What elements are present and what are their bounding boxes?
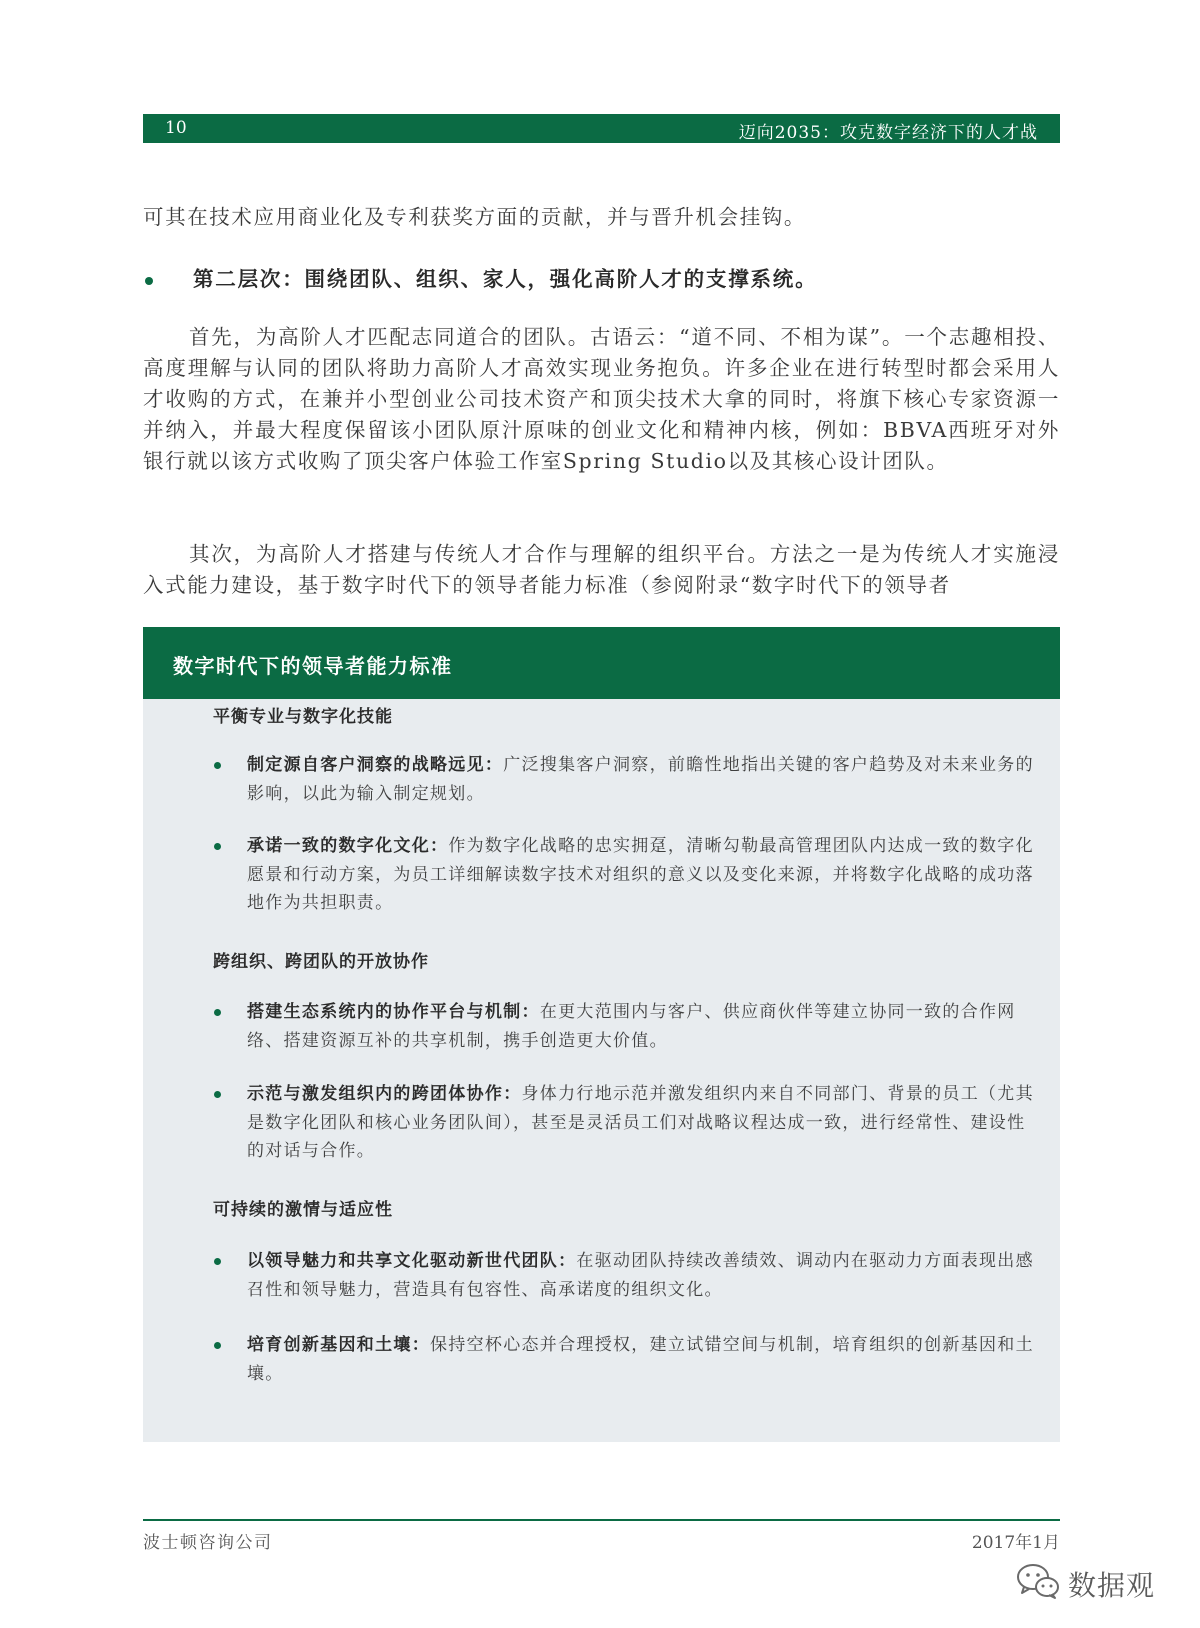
list-item [247,751,1037,808]
wechat-icon [1016,1562,1060,1600]
list-item [247,1080,1037,1166]
bullet-icon [214,1009,221,1016]
page-number: 10 [165,118,187,138]
leadership-standards-box [143,627,1060,1442]
paragraph-2: 其次，为高阶人才搭建与传统人才合作与理解的组织平台。方法之一是为传统人才实施浸入式能力建设，基于数字时代下的领导者能力标准（参阅附录“数字时代下的领导者 [143,542,1060,597]
watermark-text: 数据观 [1068,1569,1156,1602]
section-title: 平衡专业与数字化技能 [213,707,393,727]
item-lead: 承诺一致的数字化文化： [247,836,449,856]
item-text: 广泛搜集客户洞察，前瞻性地指出关键的客户趋势及对未来业务的影响，以此为输入制定规划。 [247,755,1034,804]
continued-paragraph: 可其在技术应用商业化及专利获奖方面的贡献，并与晋升机会挂钩。 [143,205,806,229]
section-title: 跨组织、跨团队的开放协作 [213,952,429,972]
bullet-icon [214,762,221,769]
item-text: 作为数字化战略的忠实拥趸，清晰勾勒最高管理团队内达成一致的数字化愿景和行动方案，为员工详细解读数字技术对组织的意义以及变化来源，并将数字化战略的成功落地作为共担职责。 [247,836,1034,913]
list-item [247,998,1037,1055]
list-item [247,832,1037,918]
bullet-icon [214,1258,221,1265]
box-title: 数字时代下的领导者能力标准 [173,654,453,678]
item-lead: 示范与激发组织内的跨团体协作： [247,1084,522,1104]
list-item [247,1247,1037,1304]
bullet-heading [143,262,817,292]
footer-rule [143,1519,1060,1521]
bullet-icon [214,1091,221,1098]
paragraph-1: 首先，为高阶人才匹配志同道合的团队。古语云：“道不同、不相为谋”。一个志趣相投、高度理解与认同的团队将助力高阶人才高效实现业务抱负。许多企业在进行转型时都会采用人才收购的方式，在兼并小型创业公司技术资产和顶尖技术大拿的同时，将旗下核心专家资源一并纳入，并最大程度保留该小团队原汁原味的创业文化和精神内核，例如：BBVA西班牙对外银行就以该方式收购了顶尖客户体验工作室Spring Studio以及其核心设计团队。 [143,325,1060,473]
item-text: 在驱动团队持续改善绩效、调动内在驱动力方面表现出感召性和领导魅力，营造具有包容性、高承诺度的组织文化。 [247,1251,1034,1300]
running-title: 迈向2035：攻克数字经济下的人才战 [738,123,1038,143]
item-lead: 以领导魅力和共享文化驱动新世代团队： [247,1251,577,1271]
bullet-heading-text: 第二层次：围绕团队、组织、家人，强化高阶人才的支撑系统。 [193,267,818,291]
bullet-icon [145,277,153,285]
item-lead: 培育创新基因和土壤： [247,1335,430,1355]
section-title: 可持续的激情与适应性 [213,1200,393,1220]
box-header [143,627,1060,699]
header-bar [143,114,1060,143]
list-item [247,1331,1037,1388]
watermark [1016,1560,1166,1604]
item-lead: 搭建生态系统内的协作平台与机制： [247,1002,540,1022]
bullet-icon [214,1342,221,1349]
item-text: 在更大范围内与客户、供应商伙伴等建立协同一致的合作网络、搭建资源互补的共享机制，携手创造更大价值。 [247,1002,1016,1051]
item-text: 身体力行地示范并激发组织内来自不同部门、背景的员工（尤其是数字化团队和核心业务团队间），甚至是灵活员工们对战略议程达成一致，进行经常性、建设性的对话与合作。 [247,1084,1034,1161]
footer-publisher: 波士顿咨询公司 [143,1533,273,1553]
item-text: 保持空杯心态并合理授权，建立试错空间与机制，培育组织的创新基因和土壤。 [247,1335,1034,1384]
item-lead: 制定源自客户洞察的战略远见： [247,755,504,775]
footer-date: 2017年1月 [971,1533,1060,1553]
bullet-icon [214,843,221,850]
